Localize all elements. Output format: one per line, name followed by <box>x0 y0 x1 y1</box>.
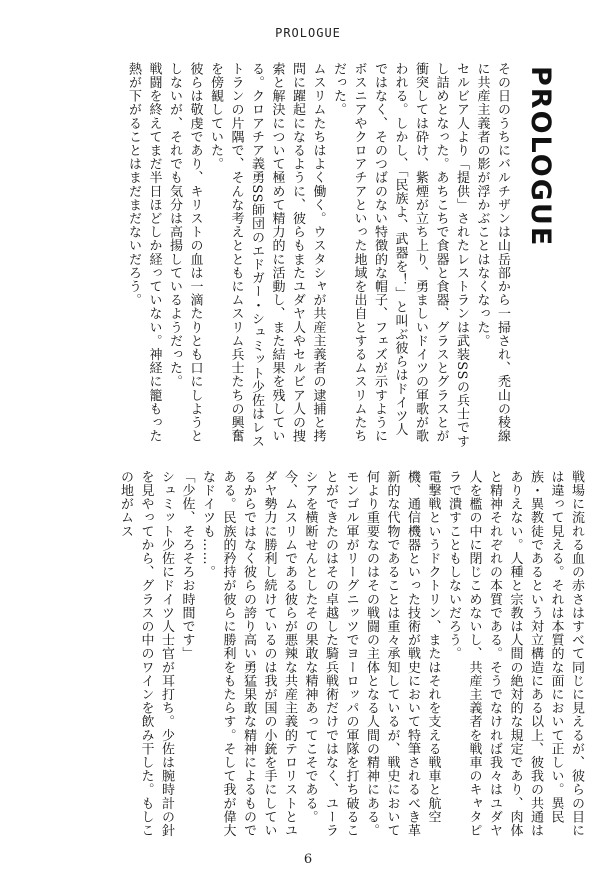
page-number: 6 <box>303 852 313 867</box>
chapter-title: PROLOGUE <box>525 66 556 248</box>
paragraph: シュミット少佐にドイツ人士官が耳打ち。少佐は腕時計の針を見やってから、グラスの中のワインを飲み干した。もしこの地がムス <box>118 470 174 838</box>
paragraph: その日のうちにバルチザンは山岳部から一掃され、禿山の稜線に共産主義者の影が浮かぶことはなくなった。 <box>474 62 510 443</box>
paragraph: ムスリムたちはよく働く。ウスタシャが共産主義者の逮捕と拷問に躍起になるように、彼らもまたユダヤ人やセルビア人の捜索と解決について極めて精力的に活動し、また結果を残している。クロアチア義勇SS師団のエドガー・シュミット少佐はレストランの片隅で、そんな考えとともにムスリム兵士たちの興奮を傍観していた。 <box>208 62 326 448</box>
paragraph: 戦場に流れる血の赤さはすべて同じに見えるが、彼らの目には違って見える。それは本質的な面において正しい。異民族・異教徒であるという対立構造にある以上、彼我の共通はありえない。人種と宗教は人間の絶対的な規定であり、肉体と精神それぞれの本質である。そうでなければ我々はユダヤ人を檻の中に閉じこめないし、共産主義者を戦車のキャタピラで潰すこともしないだろう。 <box>446 470 584 838</box>
paragraph: 戦闘を終えてまだ半日ほどしか経っていない。神経に籠もった熱が下がることはまだまだないだろう。 <box>126 62 162 443</box>
running-header: PROLOGUE <box>275 26 341 40</box>
text-block-lower <box>24 470 586 850</box>
paragraph: セルビア人より「提供」されたレストランは武装SSの兵士ですし詰めとなった。あちこちで食器と食器、グラスとグラスとが衝突しては砕け、紫煙が立ち上り、勇ましいドイツの軍歌が歌われる。しかし、「民族よ、武器を！」と叫ぶ彼らはドイツ人ではなく、そのつばのない特徴的な帽子、フェズが示すようにボスニアやクロアチアといった地域を出自とするムスリムたちだった。 <box>331 62 469 448</box>
text-block-upper <box>24 62 512 448</box>
paragraph: 電撃戦というドクトリン、またはそれを支える戦車と航空機、通信機器といった技術が戦史において特筆されるべき革新的な代物であることは重々承知しているが、戦史において何より重要なのはその戦闘の主体となる人間の精神にある。モンゴル軍がリーグニッツでヨーロッパの軍隊を打ち破ることができたのはその卓越した騎兵戦術だけではなく、ユーラシアを横断せんとしたその果敢な精神あってこそである。今、ムスリムである彼らが悪辣な共産主義的テロリストとユダヤ勢力に勝利し続けているのは我が国の小銃を手にしているからではなく彼らの誇り高い勇猛果敢な精神によるものである。民族的矜持が彼らに勝利をもたらす。そして我が偉大なドイツも……。 <box>200 470 441 838</box>
dialogue-line: 「少佐、そろそろお時間です」 <box>179 470 195 661</box>
paragraph: 彼らは敬虔であり、キリストの血は一滴たりとも口にしようとしないが、それでも気分は高揚しているようだった。 <box>167 62 203 443</box>
